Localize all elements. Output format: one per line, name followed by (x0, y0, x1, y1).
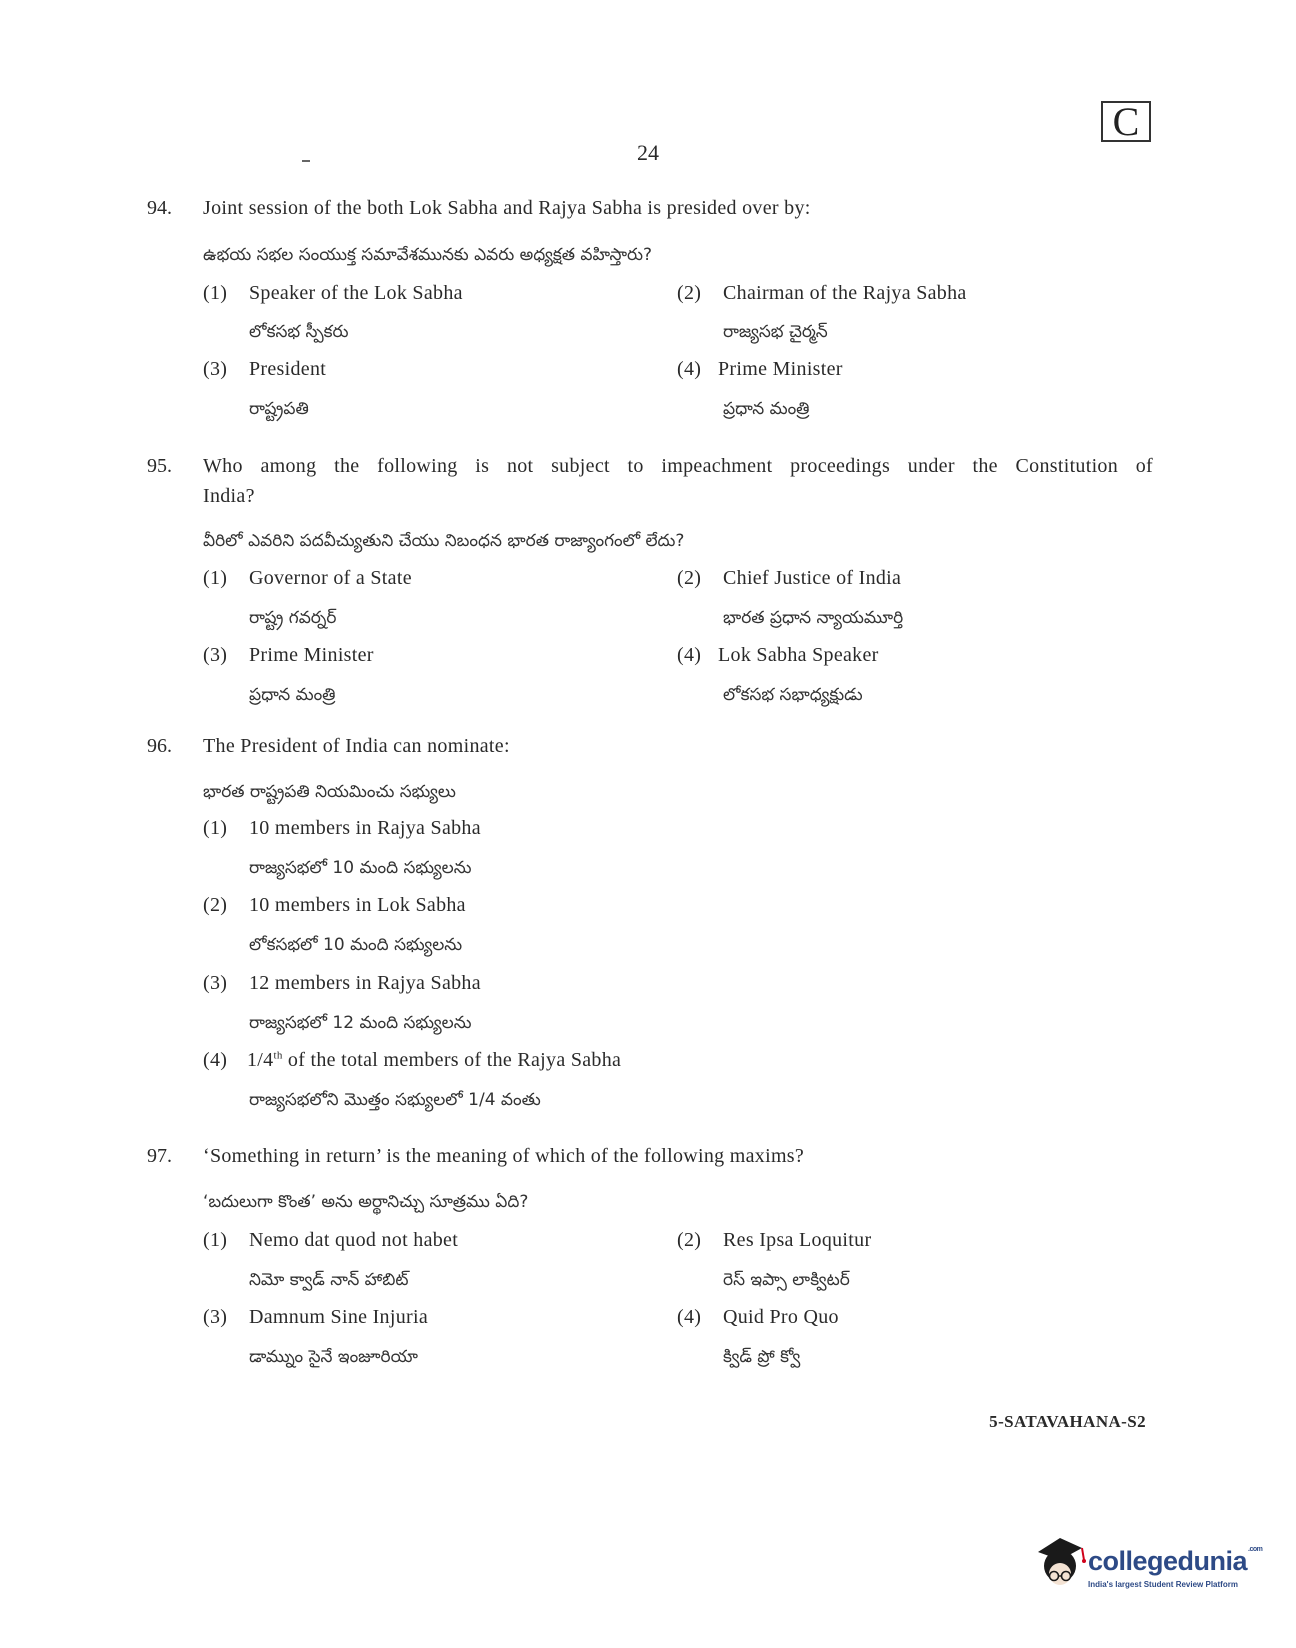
stray-mark (302, 160, 310, 162)
q95-option-3: (3) Prime Minister (203, 644, 374, 666)
q95-option-4: (4) Lok Sabha Speaker (677, 644, 879, 666)
q94-option-1-telugu: లోకసభ స్పీకరు (249, 322, 349, 342)
q96-option-4-telugu: రాజ్యసభలోని మొత్తం సభ్యులలో 1/4 వంతు (249, 1090, 541, 1110)
question-96-number: 96. (147, 735, 172, 757)
question-94-text: Joint session of the both Lok Sabha and Rajya Sabha is presided over by: (203, 197, 811, 219)
q97-option-4-telugu: క్విడ్ ప్రో క్వో (723, 1347, 801, 1367)
q97-option-2-telugu: రెస్ ఇప్సా లాక్విటర్ (723, 1270, 850, 1290)
collegedunia-mascot-icon (1030, 1530, 1090, 1600)
q96-option-3-telugu: రాజ్యసభలో 12 మంది సభ్యులను (249, 1013, 472, 1033)
paper-code: 5-SATAVAHANA-S2 (989, 1412, 1146, 1431)
question-96-text: The President of India can nominate: (203, 735, 510, 757)
q94-option-3-telugu: రాష్ట్రపతి (249, 399, 309, 419)
q97-option-4: (4) Quid Pro Quo (677, 1306, 839, 1328)
question-97-number: 97. (147, 1145, 172, 1167)
question-94-number: 94. (147, 197, 172, 219)
q96-option-4: (4) 1/4th of the total members of the Rajya Sabha (203, 1049, 622, 1071)
q94-option-1: (1) Speaker of the Lok Sabha (203, 282, 463, 304)
q97-option-3: (3) Damnum Sine Injuria (203, 1306, 429, 1328)
q94-option-2: (2) Chairman of the Rajya Sabha (677, 282, 967, 304)
question-95-text-line2: India? (203, 485, 255, 507)
q97-option-1: (1) Nemo dat quod not habet (203, 1229, 459, 1251)
q95-option-2: (2) Chief Justice of India (677, 567, 902, 589)
q97-option-2: (2) Res Ipsa Loquitur (677, 1229, 872, 1251)
q94-option-3: (3) President (203, 358, 327, 380)
q94-option-4: (4) Prime Minister (677, 358, 843, 380)
collegedunia-tagline: India's largest Student Review Platform (1088, 1580, 1238, 1589)
collegedunia-logo-text: collegedunia$^{.com}$ (1088, 1546, 1263, 1576)
question-94-telugu: ఉభయ సభల సంయుక్త సమావేశమునకు ఎవరు అధ్యక్షత వహిస్తారు? (203, 245, 653, 265)
q94-option-4-telugu: ప్రధాన మంత్రి (723, 399, 810, 419)
q97-option-1-telugu: నిమో క్వాడ్ నాన్ హాబిట్ (249, 1270, 409, 1290)
q94-option-2-telugu: రాజ్యసభ చైర్మన్ (723, 322, 828, 342)
q95-option-4-telugu: లోకసభ సభాధ్యక్షుడు (723, 685, 863, 705)
set-code-box: C (1101, 101, 1151, 142)
q96-option-1-telugu: రాజ్యసభలో 10 మంది సభ్యులను (249, 858, 472, 878)
question-95-text-line1: Who among the following is not subject to impeachment proceedings under the Constitution of (203, 455, 1153, 477)
question-95-number: 95. (147, 455, 172, 477)
q95-option-1-telugu: రాష్ట్ర గవర్నర్ (249, 608, 337, 628)
question-97-telugu: ‘బదులుగా కొంత’ అను అర్థానిచ్చు సూత్రము ఏది? (203, 1192, 529, 1212)
question-97-text: ‘Something in return’ is the meaning of which of the following maxims? (203, 1145, 805, 1167)
question-95-telugu: వీరిలో ఎవరిని పదవీచ్యుతుని చేయు నిబంధన భారత రాజ్యాంగంలో లేదు? (203, 531, 685, 551)
question-96-telugu: భారత రాష్ట్రపతి నియమించు సభ్యులు (203, 782, 456, 802)
q96-option-2: (2) 10 members in Lok Sabha (203, 894, 466, 916)
q95-option-1: (1) Governor of a State (203, 567, 412, 589)
q96-option-1: (1) 10 members in Rajya Sabha (203, 817, 481, 839)
q96-option-3: (3) 12 members in Rajya Sabha (203, 972, 481, 994)
q96-option-2-telugu: లోకసభలో 10 మంది సభ్యులను (249, 935, 463, 955)
page-number: 24 (637, 140, 659, 165)
q95-option-3-telugu: ప్రధాన మంత్రి (249, 685, 336, 705)
q97-option-3-telugu: డామ్నుం సైనే ఇంజూరియా (249, 1347, 418, 1367)
q95-option-2-telugu: భారత ప్రధాన న్యాయమూర్తి (723, 608, 904, 628)
